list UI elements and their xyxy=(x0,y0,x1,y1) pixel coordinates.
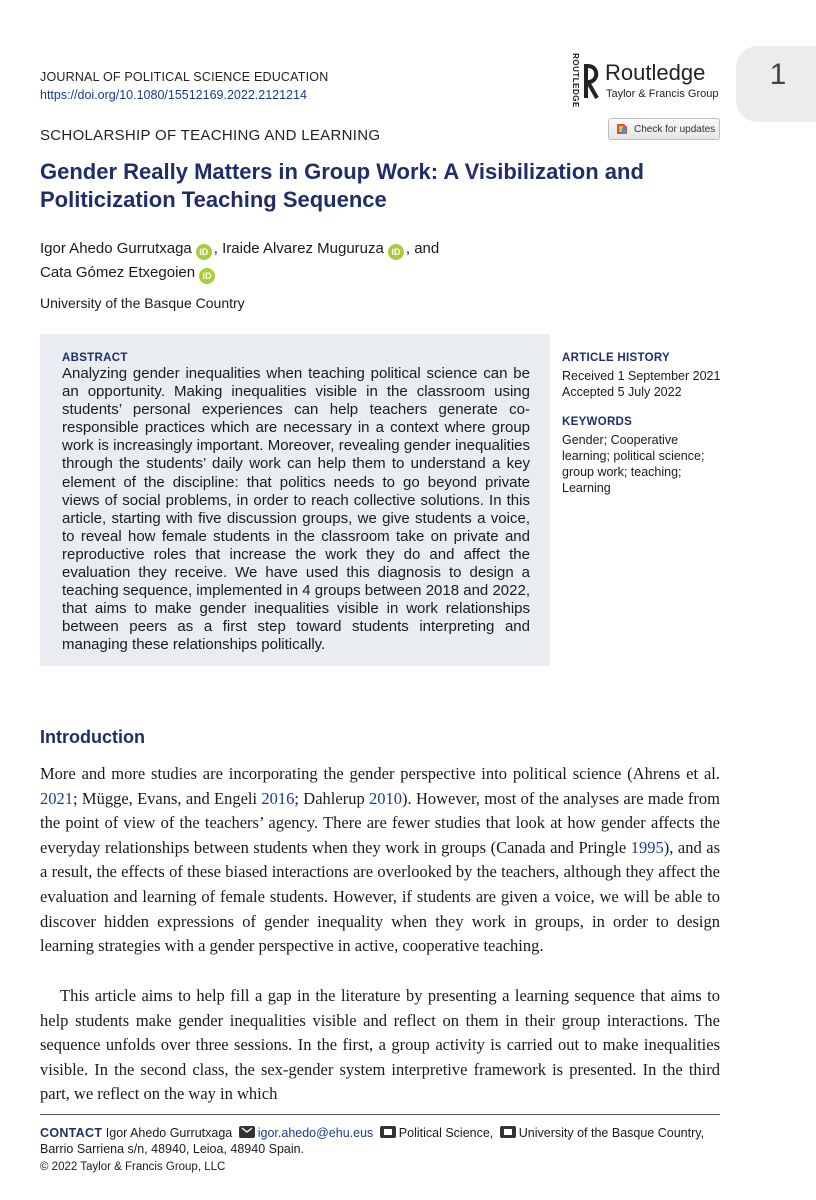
orcid-icon[interactable]: iD xyxy=(196,244,212,260)
check-updates-label: Check for updates xyxy=(634,123,716,135)
section-label: SCHOLARSHIP OF TEACHING AND LEARNING xyxy=(40,127,381,144)
abstract-heading: ABSTRACT xyxy=(62,352,128,364)
department: Political Science, xyxy=(398,1126,494,1140)
paragraph-text: ), and as a result, the effects of these biased interactions are overlooked by the teachers, although they affect the evaluation and learning of female students. However, if students are given a voice, we will be able to discover hidden expressions of gender inequality when they work in groups, in order to design learning strategies with a gender perspective in active, cooperative teaching. xyxy=(40,837,720,956)
email-icon xyxy=(239,1126,255,1138)
citation-link[interactable]: 1995 xyxy=(630,837,664,857)
address: Barrio Sarriena s/n, 48940, Leioa, 48940 Spain. xyxy=(40,1142,305,1156)
affiliation: University of the Basque Country xyxy=(40,295,245,311)
university-icon xyxy=(500,1126,516,1138)
email-link[interactable]: igor.ahedo@ehu.eus xyxy=(257,1126,374,1140)
contact-info xyxy=(40,1125,720,1157)
contact-name: Igor Ahedo Gurrutxaga xyxy=(105,1126,233,1140)
introduction-paragraph-2: This article aims to help fill a gap in the literature by presenting a learning sequence that aims to help students make gender inequalities visible and reflect on them in their group interactions. The sequence unfolds over three sessions. In the first, a group activity is carried out to make inequalities visible. In the second class, the sex-gender system interpretive framework is presented. In the third part, we reflect on the way in which xyxy=(40,986,720,1104)
copyright: © 2022 Taylor & Francis Group, LLC xyxy=(40,1161,226,1173)
citation-link[interactable]: 2021 xyxy=(40,788,73,808)
contact-label: CONTACT xyxy=(40,1126,103,1140)
check-for-updates-button[interactable] xyxy=(608,118,720,140)
check-updates-icon xyxy=(615,122,629,136)
publisher-name: Routledge xyxy=(605,60,706,85)
footer-divider xyxy=(40,1114,720,1115)
author-line-2 xyxy=(40,264,217,284)
paragraph-text: ). However, most of the analyses are made from the point of view of the teachers’ agency. There are fewer studies that look at how gender affects the everyday relationships between students when they work in groups (Canada and Pringle xyxy=(40,788,720,857)
citation-link[interactable]: 2016 xyxy=(261,788,295,808)
accepted-date: Accepted 5 July 2022 xyxy=(562,385,682,399)
article-history-heading: ARTICLE HISTORY xyxy=(562,352,671,364)
keywords-heading: KEYWORDS xyxy=(562,416,633,428)
author-name[interactable]: Igor Ahedo Gurrutxaga xyxy=(40,240,192,257)
paragraph-text: ; Dahlerup xyxy=(294,788,370,808)
university: University of the Basque Country, xyxy=(518,1126,705,1140)
page-number: 1 xyxy=(769,58,787,91)
keywords-list: Gender; Cooperative learning; political science; group work; teaching; Learning xyxy=(562,433,705,495)
publisher-subtitle: Taylor & Francis Group xyxy=(606,88,719,100)
doi-link[interactable]: https://doi.org/10.1080/15512169.2022.2121214 xyxy=(40,88,307,102)
abstract-text: Analyzing gender inequalities when teaching political science can be an opportunity. Making inequalities visible in the classroom using students’ personal experiences can help teachers generate co-responsible practices which are necessary in a context where group work is increasingly important. Moreover, revealing gender inequalities through the students’ daily work can help them to understand a key element of the discipline: that politics needs to go beyond private views of social problems, in order to reach collective solutions. In this article, starting with five discussion groups, we give students a voice, to reveal how female students in the classroom take on private and reproductive roles that increase the work they do and affect the evaluation they receive. We have used this diagnosis to design a teaching sequence, implemented in 4 groups between 2018 and 2022, that aims to make gender inequalities visible in work relationships between peers as a first step toward students interpreting and managing these relationships politically. xyxy=(62,365,530,654)
publisher-vertical-label: ROUTLEDGE xyxy=(570,53,580,108)
journal-name: JOURNAL OF POLITICAL SCIENCE EDUCATION xyxy=(40,70,329,84)
routledge-logo-icon xyxy=(583,60,601,102)
received-date: Received 1 September 2021 xyxy=(562,369,721,383)
paragraph-text: ; Mügge, Evans, and Engeli xyxy=(73,788,262,808)
introduction-heading: Introduction xyxy=(40,727,145,747)
author-name[interactable]: , Iraide Alvarez Muguruza xyxy=(213,240,384,257)
author-conjunction: , and xyxy=(405,240,440,257)
author-line-1 xyxy=(40,240,439,260)
citation-link[interactable]: 2010 xyxy=(369,788,403,808)
paragraph-text: More and more studies are incorporating the gender perspective into political science (Ahrens et al. xyxy=(40,764,720,783)
orcid-icon[interactable]: iD xyxy=(388,244,404,260)
article-title: Gender Really Matters in Group Work: A Visibilization and Politicization Teaching Sequence xyxy=(40,159,644,212)
orcid-icon[interactable]: iD xyxy=(199,268,215,284)
author-name[interactable]: Cata Gómez Etxegoien xyxy=(40,264,196,281)
department-icon xyxy=(380,1126,396,1138)
introduction-paragraph-1 xyxy=(40,762,720,959)
